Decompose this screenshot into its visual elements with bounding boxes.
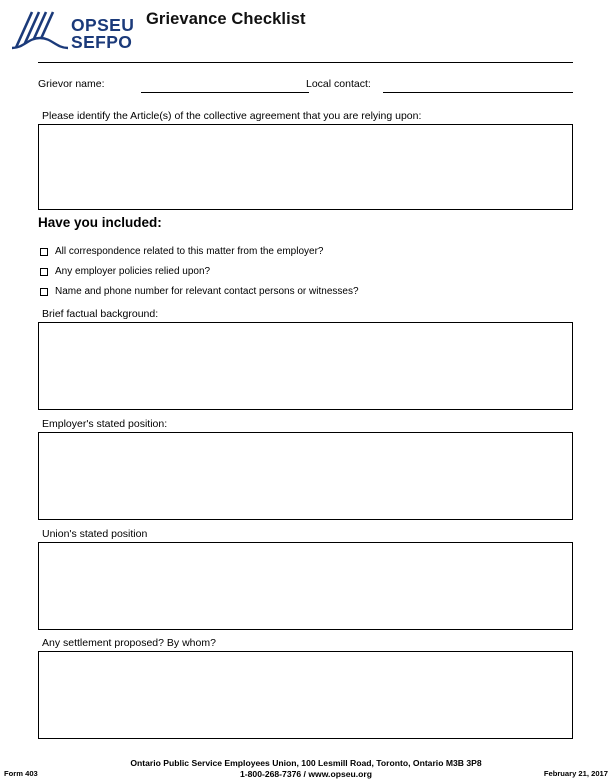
- grievor-name-label: Grievor name:: [38, 78, 105, 90]
- footer-form-number: Form 403: [4, 769, 38, 778]
- checklist-item-label: Any employer policies relied upon?: [55, 266, 211, 277]
- articles-textarea[interactable]: [38, 124, 573, 210]
- header-divider: [38, 62, 573, 63]
- footer-contact: 1-800-268-7376 / www.opseu.org: [240, 769, 372, 779]
- brief-background-label: Brief factual background:: [42, 308, 159, 320]
- settlement-proposed-textarea[interactable]: [38, 651, 573, 739]
- included-heading: Have you included:: [38, 215, 162, 230]
- footer-address: Ontario Public Service Employees Union, 100 Lesmill Road, Toronto, Ontario M3B 3P8: [130, 758, 482, 768]
- checkbox-icon[interactable]: [40, 268, 48, 276]
- checkbox-icon[interactable]: [40, 288, 48, 296]
- union-position-label: Union's stated position: [42, 528, 148, 540]
- checkbox-icon[interactable]: [40, 248, 48, 256]
- checklist-item-label: All correspondence related to this matter from the employer?: [55, 246, 324, 257]
- grievor-name-input[interactable]: [141, 92, 309, 93]
- page-title: Grievance Checklist: [146, 10, 306, 28]
- local-contact-label: Local contact:: [306, 78, 371, 90]
- checklist-item-label: Name and phone number for relevant contact persons or witnesses?: [55, 286, 359, 297]
- employer-position-label: Employer's stated position:: [42, 418, 168, 430]
- articles-label: Please identify the Article(s) of the collective agreement that you are relying upon:: [42, 110, 422, 122]
- union-position-textarea[interactable]: [38, 542, 573, 630]
- opseu-sefpo-logo: [10, 8, 135, 56]
- svg-text:SEFPO: SEFPO: [71, 32, 133, 52]
- identity-field-row: [38, 76, 573, 94]
- employer-position-textarea[interactable]: [38, 432, 573, 520]
- brief-background-textarea[interactable]: [38, 322, 573, 410]
- local-contact-input[interactable]: [383, 92, 573, 93]
- page-header: [0, 0, 612, 64]
- settlement-proposed-label: Any settlement proposed? By whom?: [42, 637, 216, 649]
- footer-date: February 21, 2017: [543, 769, 608, 778]
- svg-text:OPSEU: OPSEU: [71, 15, 135, 35]
